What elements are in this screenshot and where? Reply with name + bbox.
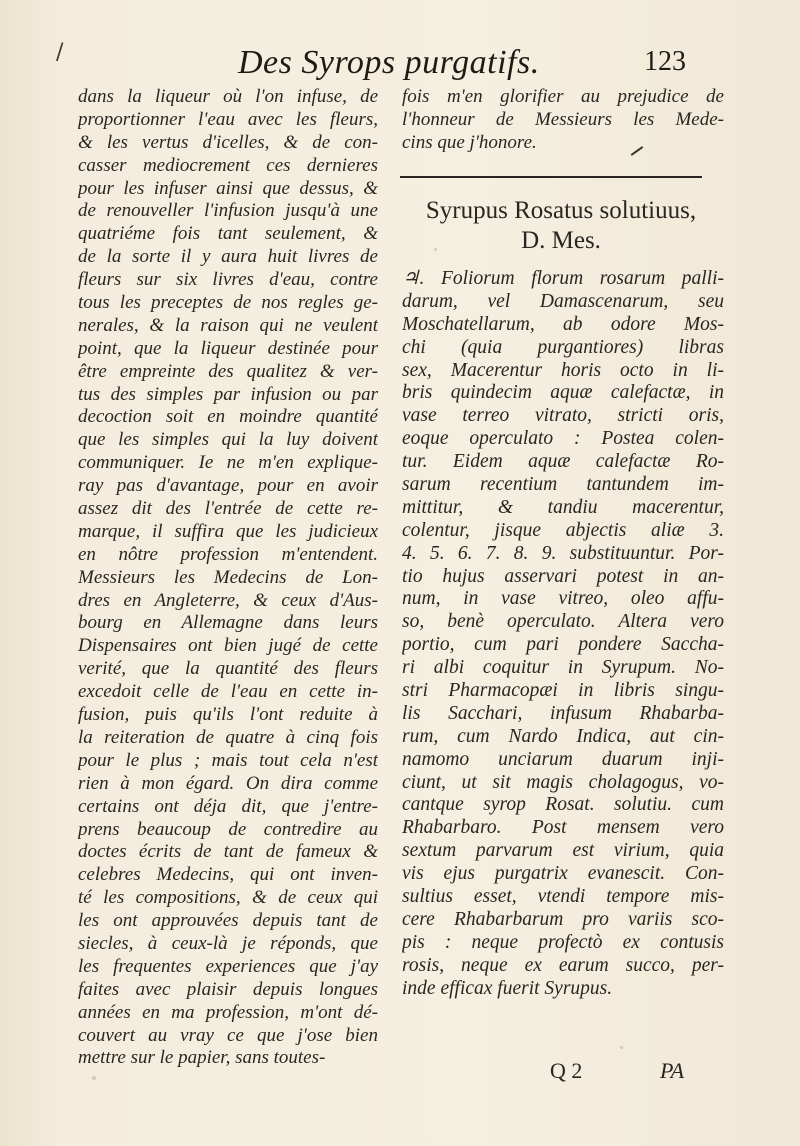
text-line: proportionner l'eau avec les fleurs,	[78, 108, 378, 130]
text-line: Dispensaires ont bien jugé de cette	[78, 635, 378, 657]
text-line: rum, cum Nardo Indica, aut cin-	[402, 725, 724, 747]
text-line: excedoit celle de l'eau en cette in-	[78, 681, 378, 703]
text-line: stri Pharmacopæi in libris singu-	[402, 680, 724, 702]
text-line: pour les infuser ainsi que dessus, &	[78, 177, 378, 199]
text-line: ♃. Foliorum florum rosarum palli-	[402, 268, 724, 289]
text-line: cins que j'honore.	[402, 131, 537, 153]
text-line: vis ejus purgatrix evanescit. Con-	[402, 863, 724, 885]
text-line: point, que la liqueur destinée pour	[78, 337, 378, 359]
text-line: tio hujus asservari potest in an-	[402, 565, 724, 587]
section-title-line-1: Syrupus Rosatus solutiuus,	[425, 197, 697, 224]
text-line: quatriéme fois tant seulement, &	[78, 223, 378, 245]
corner-mark: /	[56, 40, 64, 65]
page-number: 123	[644, 46, 686, 77]
text-line: années en ma profession, m'ont dé-	[78, 1001, 378, 1023]
text-line: eoque operculato : Postea colen-	[402, 428, 724, 450]
text-line: sextum parvarum est virium, quia	[402, 840, 724, 862]
right-column-recipe	[402, 268, 724, 1001]
section-title	[400, 196, 722, 256]
text-line: les frequentes experiences que j'ay	[78, 955, 378, 977]
paper-speck	[620, 1046, 623, 1049]
text-line: fois m'en glorifier au prejudice de	[402, 86, 724, 107]
text-line: que les simples qui la luy doivent	[78, 429, 378, 451]
text-line: ciunt, ut sit magis cholagogus, vo-	[402, 771, 724, 793]
text-line: être empreinte des qualitez & ver-	[78, 360, 378, 382]
text-line: mettre sur le papier, sans toutes-	[78, 1047, 326, 1069]
text-line: de renouveller l'infusion jusqu'à une	[78, 200, 378, 222]
text-line: chi (quia purgantiores) libras	[402, 336, 724, 358]
section-title-line-2: D. Mes.	[521, 227, 601, 254]
text-line: sex, Macerentur horis octo in li-	[402, 359, 724, 381]
text-line: bourg en Allemagne dans leurs	[78, 612, 378, 634]
text-line: couvert au vray ce que j'ose bien	[78, 1024, 378, 1046]
text-line: sultius esset, vtendi tempore mis-	[402, 886, 724, 908]
text-line: mittitur, & tandiu macerentur,	[402, 496, 724, 518]
text-line: cantque syrop Rosat. solutiu. cum	[402, 794, 724, 816]
text-line: tous les preceptes de nos regles ge-	[78, 292, 378, 314]
text-line: 4. 5. 6. 7. 8. 9. substituuntur. Por-	[402, 542, 724, 564]
text-line: verité, que la quantité des fleurs	[78, 658, 378, 680]
text-line: la reiteration de quatre à cinq fois	[78, 726, 378, 748]
text-line: rien à mon égard. On dira comme	[78, 772, 378, 794]
text-line: prens beaucoup de contredire au	[78, 818, 378, 840]
text-line: bris quindecim aquæ calefactæ, in	[402, 382, 724, 404]
left-column-text	[78, 86, 378, 1070]
text-line: fusion, puis qu'ils l'ont reduite à	[78, 704, 378, 726]
text-line: rosis, neque ex earum succo, per-	[402, 954, 724, 976]
text-line: siecles, à ceux-là je réponds, que	[78, 932, 378, 954]
running-title: Des Syrops purgatifs.	[238, 44, 540, 81]
paper-speck	[434, 248, 437, 251]
text-line: dres en Angleterre, & ceux d'Aus-	[78, 589, 378, 611]
text-line: vase terreo vitrato, stricti oris,	[402, 405, 724, 427]
text-line: Rhabarbaro. Post mensem vero	[402, 817, 724, 839]
text-line: marque, il suffira que les judicieux	[78, 520, 378, 542]
text-line: Moschatellarum, ab odore Mos-	[402, 313, 724, 335]
text-line: darum, vel Damascenarum, seu	[402, 290, 724, 312]
page-header	[0, 40, 800, 90]
text-line: & les vertus d'icelles, & de con-	[78, 131, 378, 153]
text-line: assez dit des l'entrée de cette re-	[78, 498, 378, 520]
text-line: fleurs sur six livres d'eau, contre	[78, 269, 378, 291]
text-line: lis Sacchari, infusum Rhabarba-	[402, 702, 724, 724]
text-line: dans la liqueur où l'on infuse, de	[78, 86, 378, 107]
text-line: cere Rhabarbarum pro variis sco-	[402, 908, 724, 930]
text-line: en nôtre profession m'entendent.	[78, 543, 378, 565]
text-line: Messieurs les Medecins de Lon-	[78, 566, 378, 588]
text-line: colentur, jisque abjectis aliæ 3.	[402, 519, 724, 541]
text-line: té les compositions, & de ceux qui	[78, 887, 378, 909]
text-line: nerales, & la raison qui ne veulent	[78, 314, 378, 336]
text-line: casser mediocrement ces dernieres	[78, 154, 378, 176]
catchword: PA	[660, 1058, 685, 1083]
text-line: pis : neque profectò ex contusis	[402, 931, 724, 953]
text-line: doctes écrits de tant de fameux &	[78, 841, 378, 863]
text-line: tur. Eidem aquæ calefactæ Ro-	[402, 451, 724, 473]
text-line: de la sorte il y aura huit livres de	[78, 246, 378, 268]
section-divider	[400, 176, 702, 178]
text-line: ri albi coquitur in Syrupum. No-	[402, 657, 724, 679]
text-line: les ont approuvées depuis tant de	[78, 910, 378, 932]
text-line: inde efficax fuerit Syrupus.	[402, 977, 613, 999]
text-line: so, benè operculato. Altera vero	[402, 611, 724, 633]
text-line: ray pas d'avantage, pour en avoir	[78, 475, 378, 497]
text-line: tus des simples par infusion ou par	[78, 383, 378, 405]
text-line: decoction soit en moindre quantité	[78, 406, 378, 428]
text-line: l'honneur de Messieurs les Mede-	[402, 108, 724, 130]
text-line: portio, cum pari pondere Saccha-	[402, 634, 724, 656]
text-line: celebres Medecins, qui ont inven-	[78, 864, 378, 886]
text-line: faites avec plaisir depuis longues	[78, 978, 378, 1000]
text-line: pour le plus ; mais tout cela n'est	[78, 749, 378, 771]
signature-mark: Q 2	[550, 1058, 583, 1083]
text-line: communiquer. Ie ne m'en explique-	[78, 452, 378, 474]
text-line: namomo unciarum duarum inji-	[402, 748, 724, 770]
text-line: certains ont déja dit, que j'entre-	[78, 795, 378, 817]
paper-speck	[92, 1076, 96, 1080]
text-line: sarum recentium tantundem im-	[402, 474, 724, 496]
right-column-continuation	[402, 86, 724, 155]
text-line: num, in vase vitreo, oleo affu-	[402, 588, 724, 610]
